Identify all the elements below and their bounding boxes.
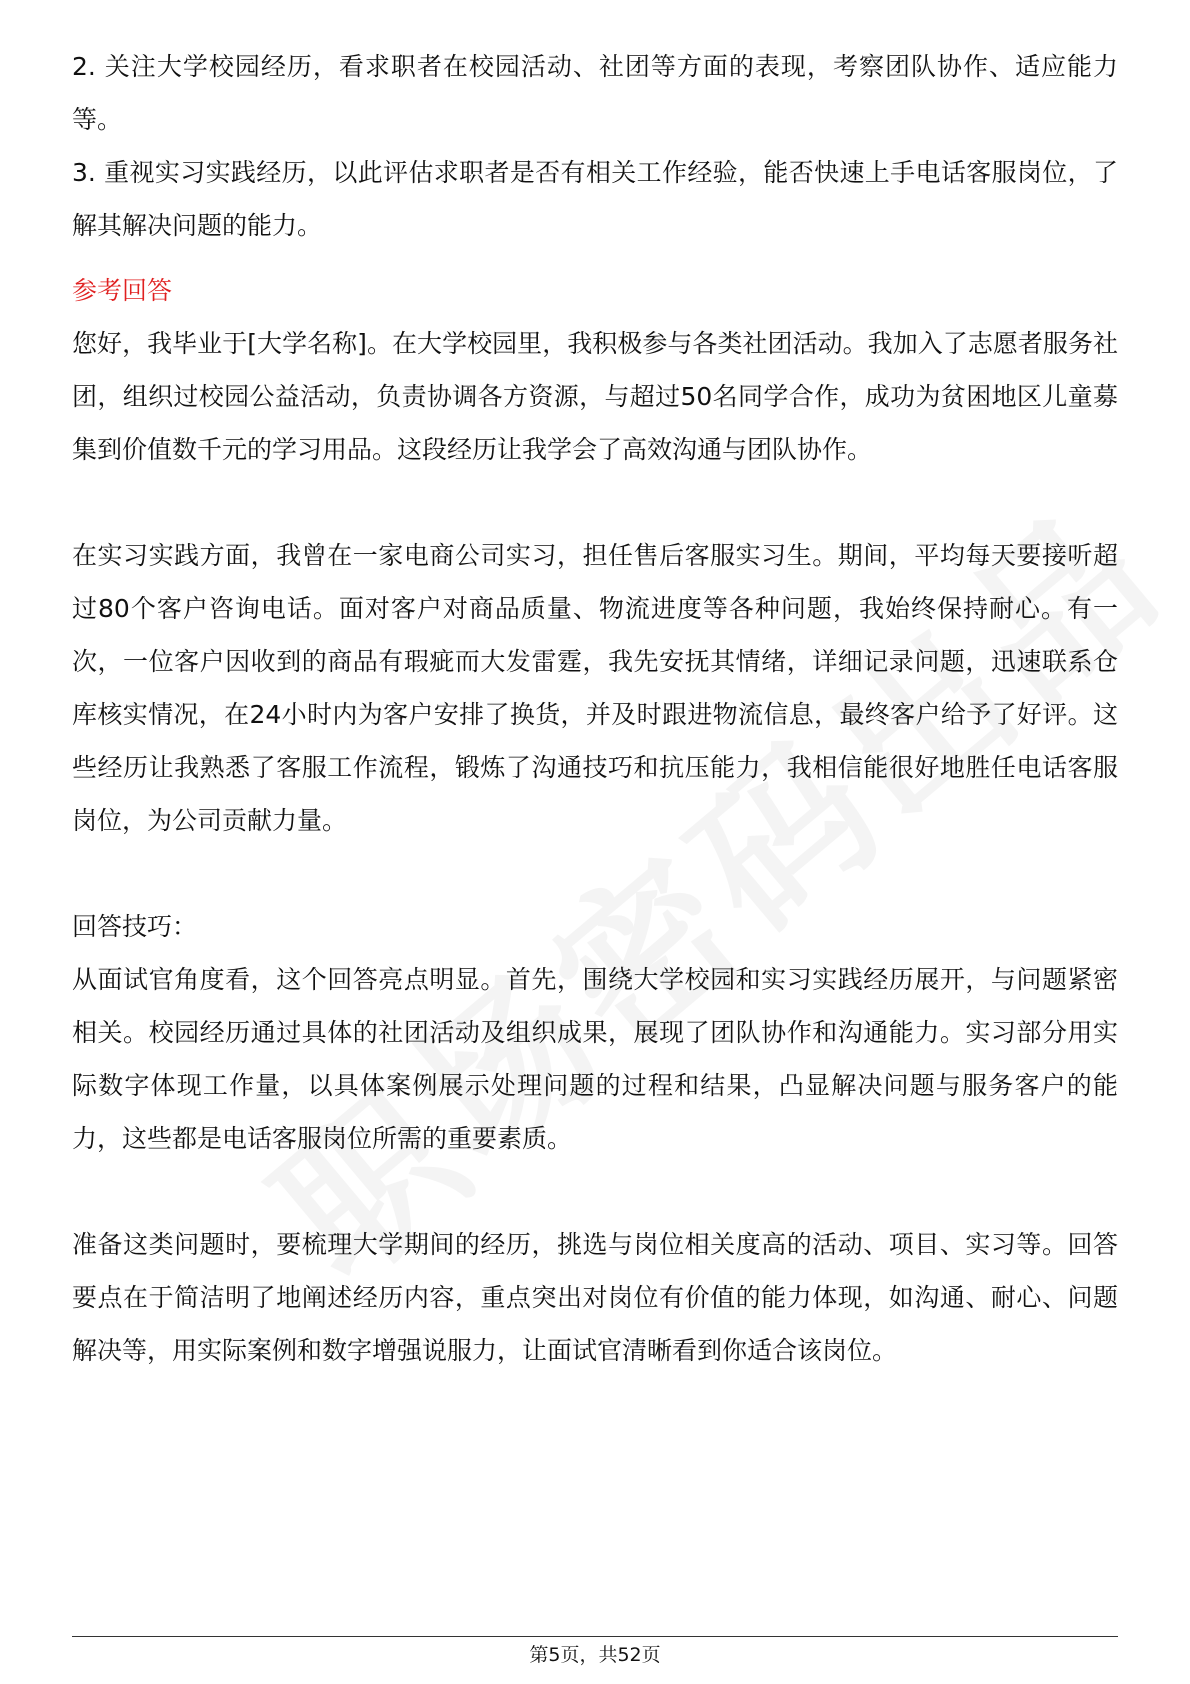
tips-paragraph-1: 从面试官角度看，这个回答亮点明显。首先，围绕大学校园和实习实践经历展开，与问题紧密相关。校园经历通过具体的社团活动及组织成果，展现了团队协作和沟通能力。实习部分用实际数字体现工作量，以具体案例展示处理问题的过程和结果，凸显解决问题与服务客户的能力，这些都是电话客服岗位所需的重要素质。 bbox=[72, 965, 1118, 1153]
reference-answer-title: 参考回答 bbox=[72, 276, 173, 305]
paragraph-gap bbox=[72, 1165, 1118, 1218]
footer-divider bbox=[72, 1636, 1118, 1637]
tips-paragraph-2: 准备这类问题时，要梳理大学期间的经历，挑选与岗位相关度高的活动、项目、实习等。回答要点在于简洁明了地阐述经历内容，重点突出对岗位有价值的能力体现，如沟通、耐心、问题解决等，用实际案例和数字增强说服力，让面试官清晰看到你适合该岗位。 bbox=[72, 1230, 1118, 1365]
page-number: 第5页，共52页 bbox=[529, 1644, 661, 1666]
paragraph-gap bbox=[72, 476, 1118, 529]
reference-paragraph-1: 您好，我毕业于[大学名称]。在大学校园里，我积极参与各类社团活动。我加入了志愿者服务社团，组织过校园公益活动，负责协调各方资源，与超过50名同学合作，成功为贫困地区儿童募集到价值数千元的学习用品。这段经历让我学会了高效沟通与团队协作。 bbox=[72, 329, 1118, 464]
reference-paragraph-2: 在实习实践方面，我曾在一家电商公司实习，担任售后客服实习生。期间，平均每天要接听超过80个客户咨询电话。面对客户对商品质量、物流进度等各种问题，我始终保持耐心。有一次，一位客户因收到的商品有瑕疵而大发雷霆，我先安抚其情绪，详细记录问题，迅速联系仓库核实情况，在24小时内为客户安排了换货，并及时跟进物流信息，最终客户给予了好评。这些经历让我熟悉了客服工作流程，锻炼了沟通技巧和抗压能力，我相信能很好地胜任电话客服岗位，为公司贡献力量。 bbox=[72, 541, 1118, 835]
point-2: 2. 关注大学校园经历，看求职者在校园活动、社团等方面的表现，考察团队协作、适应能力等。 bbox=[72, 52, 1118, 134]
paragraph-gap bbox=[72, 847, 1118, 900]
tips-title: 回答技巧： bbox=[72, 912, 198, 941]
document-body bbox=[72, 40, 1118, 1377]
point-3: 3. 重视实习实践经历，以此评估求职者是否有相关工作经验，能否快速上手电话客服岗位，了解其解决问题的能力。 bbox=[72, 158, 1118, 240]
